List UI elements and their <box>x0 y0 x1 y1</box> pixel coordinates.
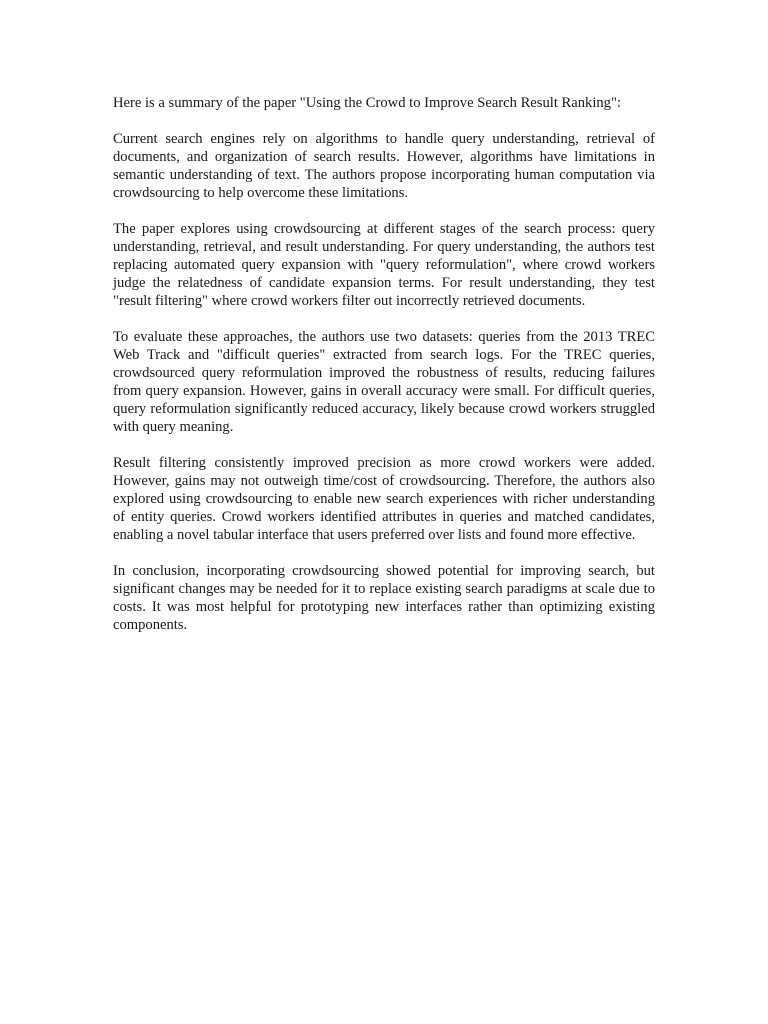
paragraph-crowdsourcing-stages: The paper explores using crowdsourcing at different stages of the search process: query understanding, retrieval, and result understanding. For query understanding, the authors test replacing automated query expansion with "query reformulation", where crowd workers judge the relatedness of candidate expansion terms. For result understanding, they test "result filtering" where crowd workers filter out incorrectly retrieved documents. <box>113 221 655 309</box>
summary-intro: Here is a summary of the paper "Using the Crowd to Improve Search Result Ranking": <box>113 95 621 111</box>
document-body <box>113 94 655 652</box>
paragraph-current-search-engines: Current search engines rely on algorithms to handle query understanding, retrieval of documents, and organization of search results. However, algorithms have limitations in semantic understanding of text. The authors propose incorporating human computation via crowdsourcing to help overcome these limitations. <box>113 131 655 201</box>
paragraph-conclusion: In conclusion, incorporating crowdsourcing showed potential for improving search, but significant changes may be needed for it to replace existing search paradigms at scale due to costs. It was most helpful for prototyping new interfaces rather than optimizing existing components. <box>113 563 655 633</box>
paragraph-result-filtering: Result filtering consistently improved precision as more crowd workers were added. However, gains may not outweigh time/cost of crowdsourcing. Therefore, the authors also explored using crowdsourcing to enable new search experiences with richer understanding of entity queries. Crowd workers identified attributes in queries and matched candidates, enabling a novel tabular interface that users preferred over lists and found more effective. <box>113 455 655 543</box>
paragraph-evaluation: To evaluate these approaches, the authors use two datasets: queries from the 2013 TREC Web Track and "difficult queries" extracted from search logs. For the TREC queries, crowdsourced query reformulation improved the robustness of results, reducing failures from query expansion. However, gains in overall accuracy were small. For difficult queries, query reformulation significantly reduced accuracy, likely because crowd workers struggled with query meaning. <box>113 329 655 435</box>
